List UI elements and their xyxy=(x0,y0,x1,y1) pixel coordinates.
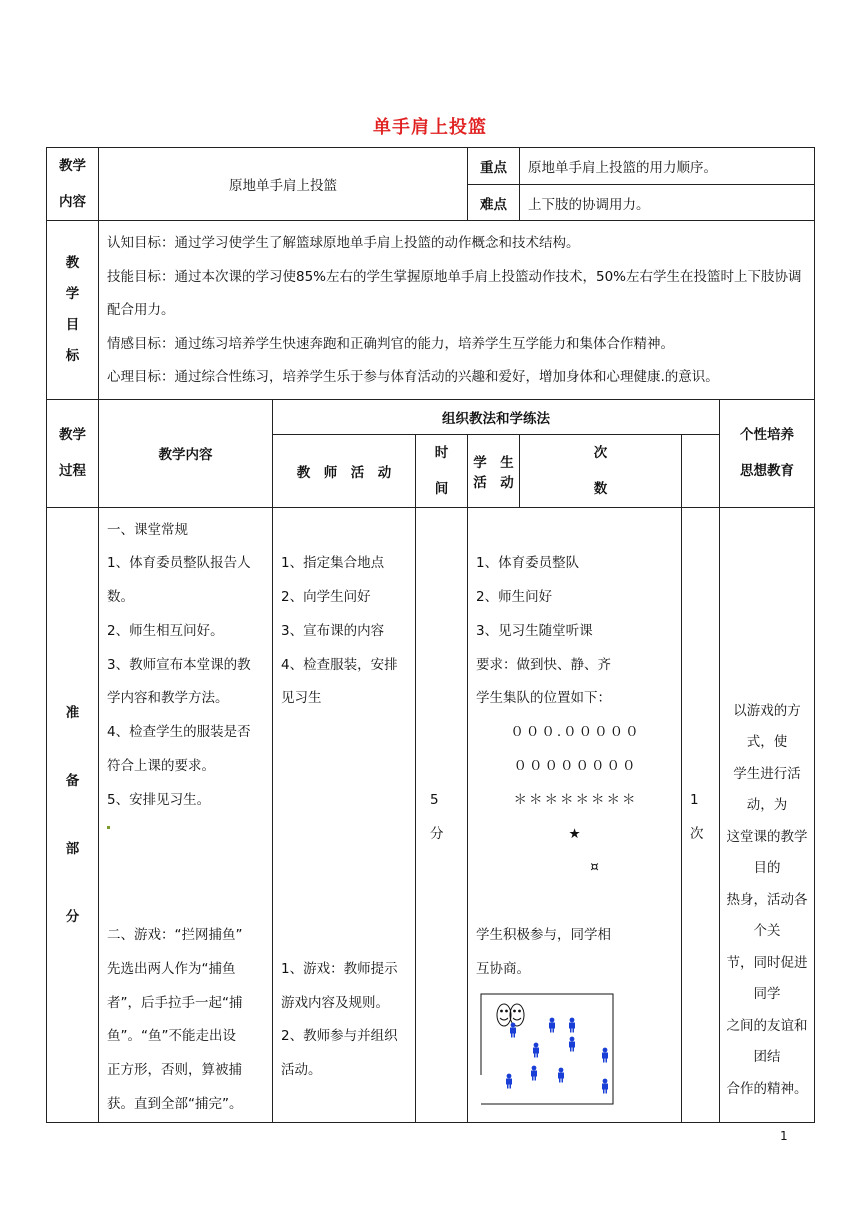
difficulty-label: 难点 xyxy=(468,185,520,221)
prep-student: 1、体育委员整队 2、师生问好 3、见习生随堂听课 要求：做到快、静、齐 学生集队的位置如下： ０００.０００００ ００００００００ ＊＊＊＊＊＊＊＊ ★ ¤ 学生积极参与，同学相 互协商。 xyxy=(468,507,682,1122)
formation-row-1: ０００.０００００ xyxy=(510,724,641,741)
formation-row-2: ００００００００ xyxy=(513,758,638,775)
lesson-plan-table xyxy=(46,147,815,1123)
goal-emotion: 情感目标：通过练习培养学生快速奔跑和正确判官的能力，培养学生互学能力和集体合作精神。 xyxy=(107,335,674,352)
page-number: 1 xyxy=(780,1129,788,1143)
game-diagram xyxy=(480,993,614,1105)
goal-cognitive: 认知目标：通过学习使学生了解篮球原地单手肩上投篮的动作概念和技术结构。 xyxy=(107,235,580,251)
time-header: 时 间 xyxy=(416,434,468,507)
content-value: 原地单手肩上投篮 xyxy=(99,148,468,221)
prep-time: 5 分 xyxy=(416,507,468,1122)
difficulty-value: 上下肢的协调用力。 xyxy=(520,185,815,221)
goals-content xyxy=(99,221,815,400)
prep-label-cell: 准 备 部 分 xyxy=(47,507,99,1122)
fish-figures xyxy=(506,1017,608,1093)
page-title: 单手肩上投篮 xyxy=(373,117,487,138)
prep-teacher: 1、指定集合地点 2、向学生问好 3、宣布课的内容 4、检查服装，安排 见习生 1、游戏：教师提示 游戏内容及规则。 2、教师参与并组织 活动。 xyxy=(273,507,416,1122)
process-header: 教学 过程 xyxy=(47,399,99,507)
prep-content: 一、课堂常规 1、体育委员整队报告人 数。 2、师生相互问好。 3、教师宣布本堂课的教 学内容和教学方法。 4、检查学生的服装是否 符合上课的要求。 5、安排见习生。 二、游戏：“拦网捕鱼” 先选出两人作为“捕鱼 者”，后手拉手一起“捕 鱼”。“鱼”不能走出设 正方形，否则，算被捕 获。直到全部“捕完”。 xyxy=(99,507,273,1122)
student-header: 学 生 活 动 xyxy=(468,434,520,507)
goal-skill: 技能目标：通过本次课的学习使85%左右的学生掌握原地单手肩上投篮动作技术，50%左右学生在投篮时上下肢协调配合用力。 xyxy=(107,268,802,318)
org-header: 组织教法和学练法 xyxy=(273,399,720,434)
personal-header: 个性培养 思想教育 xyxy=(720,399,815,507)
count-header: 次 数 xyxy=(520,434,682,507)
prep-count: 1 次 xyxy=(682,507,720,1122)
teacher-header: 教 师 活 动 xyxy=(273,434,416,507)
content-header: 教学内容 xyxy=(99,399,273,507)
catcher-faces xyxy=(497,1004,524,1026)
content-label-cell: 教学 内容 xyxy=(47,148,99,221)
goal-psychology: 心理目标：通过综合性练习，培养学生乐于参与体育活动的兴趣和爱好，增加身体和心理健康.的意识。 xyxy=(107,369,719,385)
key-point-value: 原地单手肩上投篮的用力顺序。 xyxy=(520,148,815,185)
formation-row-3: ＊＊＊＊＊＊＊＊ xyxy=(513,791,638,808)
prep-personal: 以游戏的方式，使 学生进行活动，为 这堂课的教学目的 热身，活动各个关 节，同时促进同学 之间的友谊和团结 合作的精神。 xyxy=(720,507,815,1122)
observer-mark: ¤ xyxy=(590,859,601,876)
key-point-label: 重点 xyxy=(468,148,520,185)
goals-label-cell: 教 学 目 标 xyxy=(47,221,99,400)
teacher-star: ★ xyxy=(568,825,583,842)
